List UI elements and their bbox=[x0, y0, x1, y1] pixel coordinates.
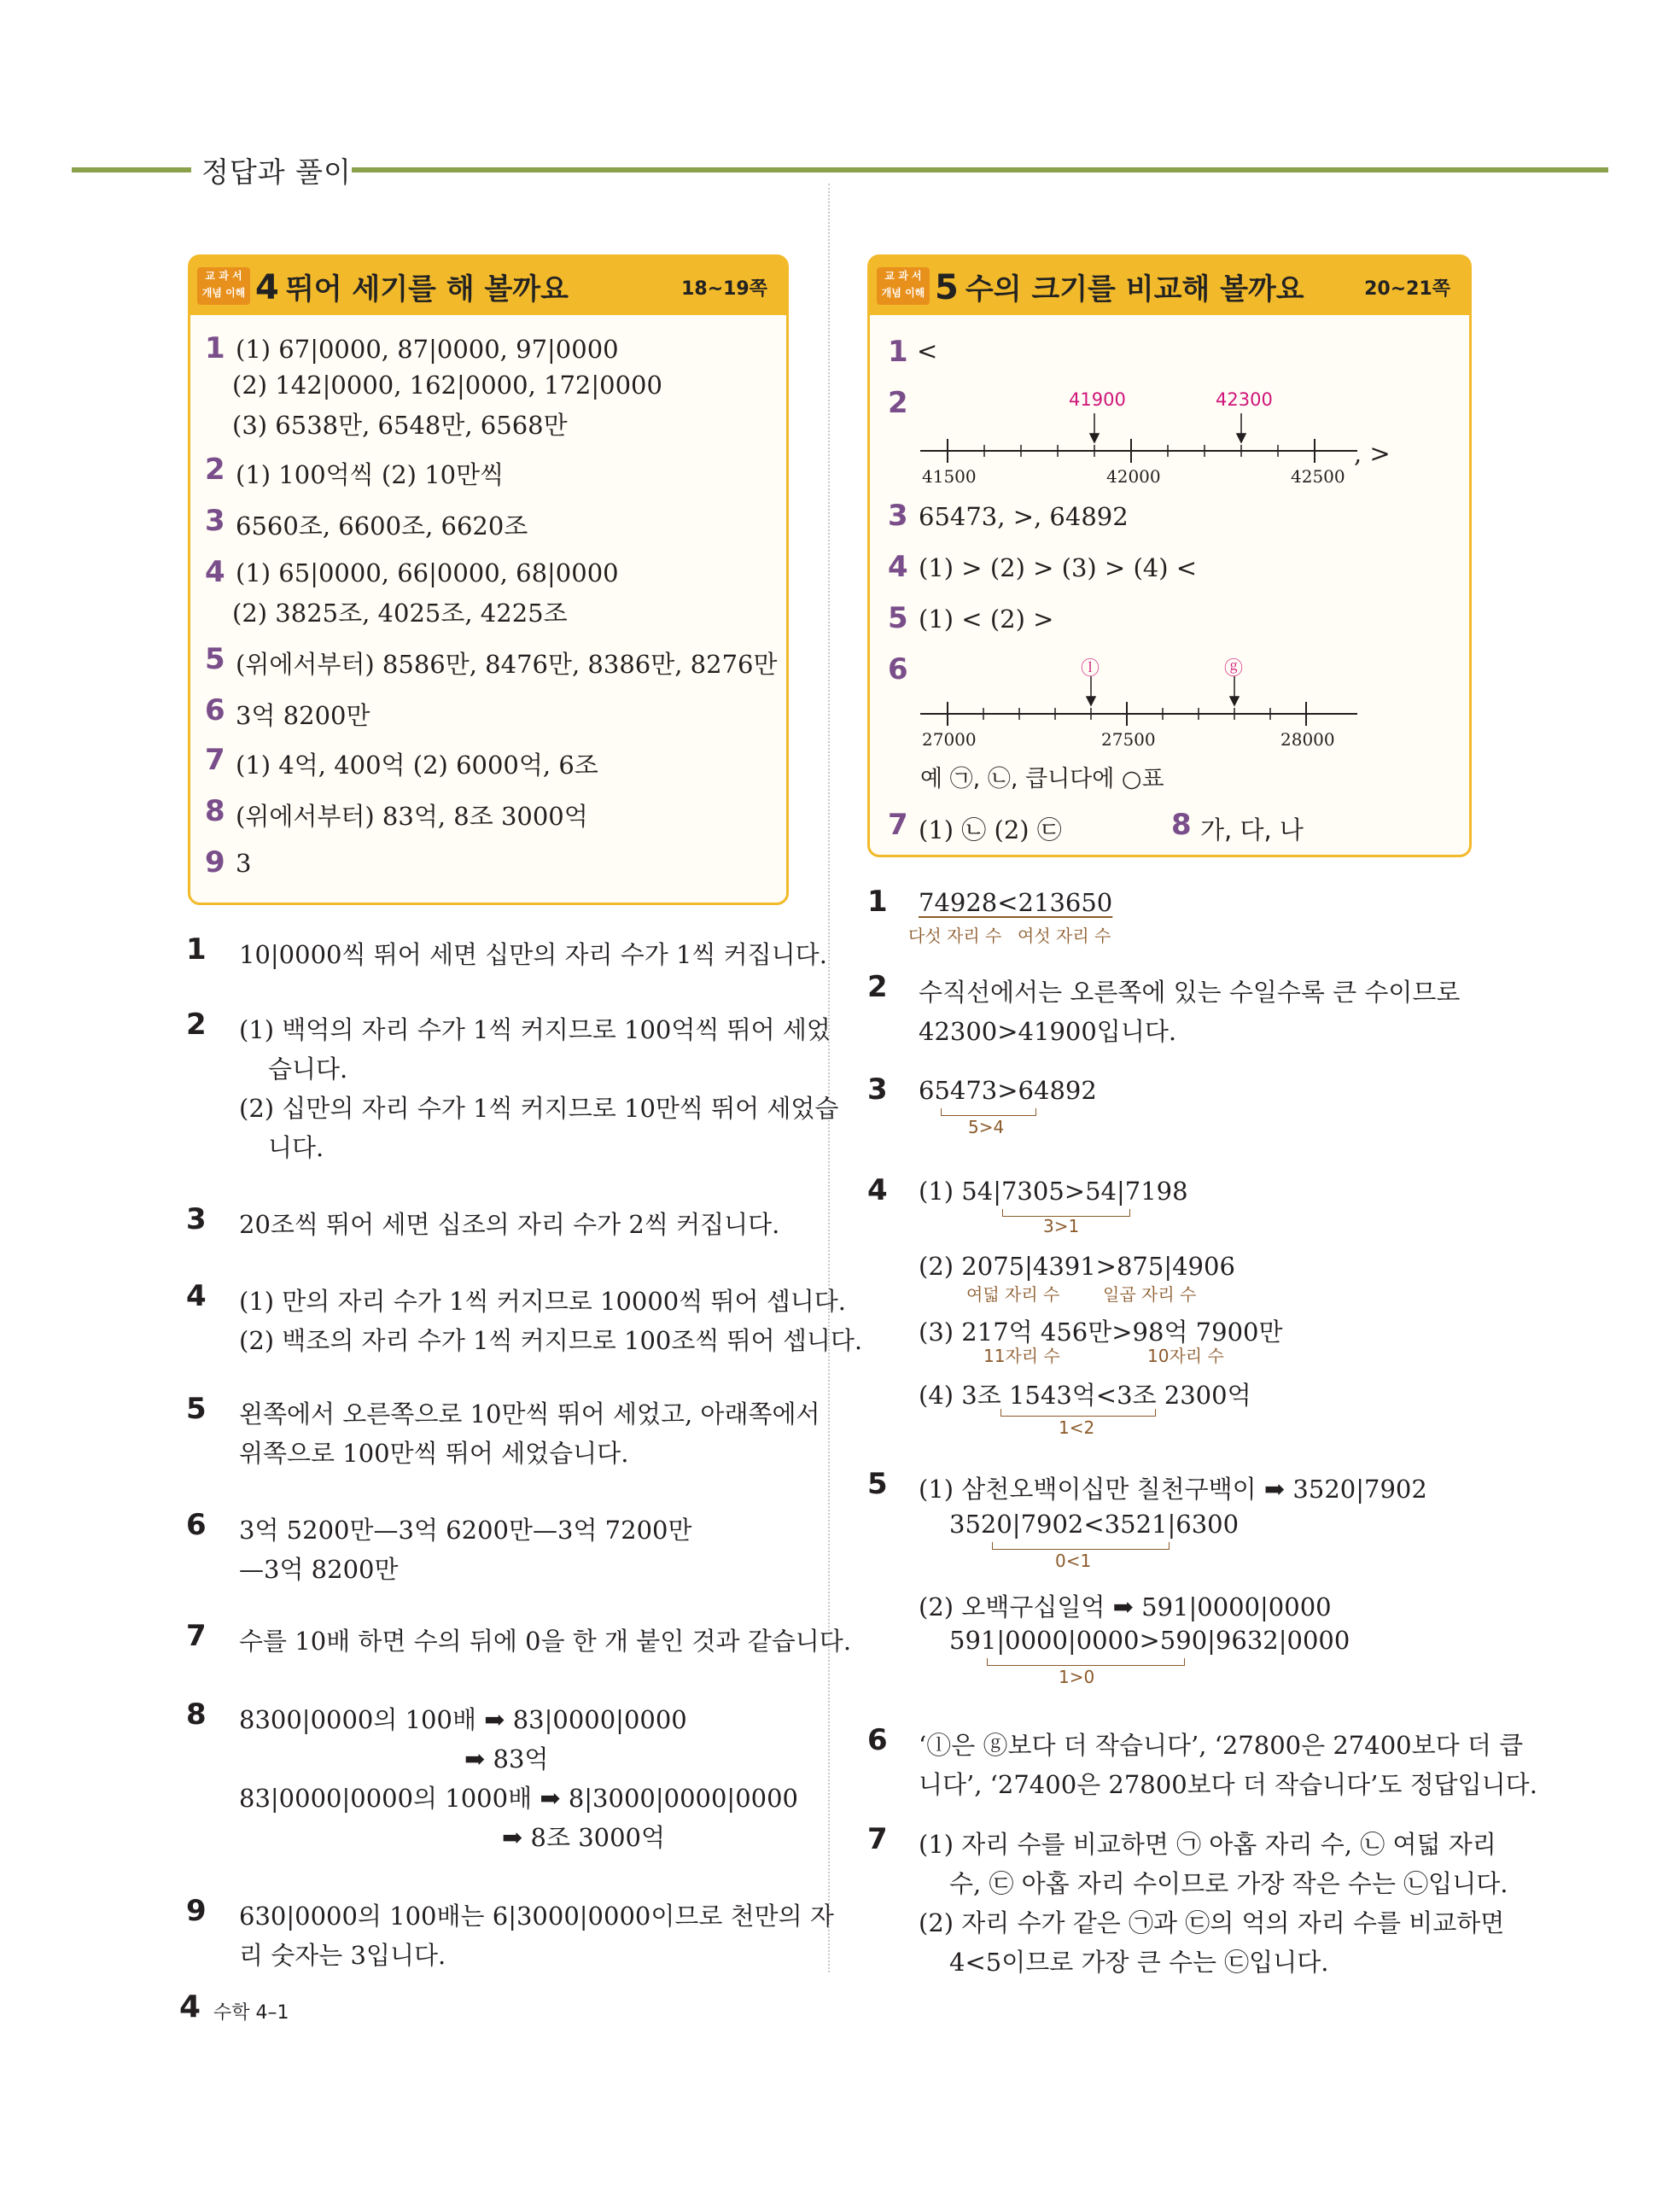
sol4-b-note2: 일곱 자리 수 bbox=[1103, 1284, 1197, 1305]
q6-mark-a: ⓛ bbox=[1081, 658, 1100, 680]
sol-num: 3 bbox=[867, 1072, 888, 1107]
book-title: 수학 4–1 bbox=[213, 2002, 289, 2024]
box-header bbox=[190, 257, 786, 315]
box4-answer-line: (1) 65|0000, 66|0000, 68|0000 bbox=[236, 558, 619, 587]
q2-mark-b: 42300 bbox=[1216, 389, 1273, 410]
sol7-line-1: (1) 자리 수를 비교하면 ㉠ 아홉 자리 수, ㉡ 여덟 자리 bbox=[919, 1830, 1496, 1859]
sol4-d: (4) 3조 1543억<3조 2300억 bbox=[919, 1381, 1251, 1410]
sol-num: 1 bbox=[867, 885, 888, 919]
sol4-c-note1: 11자리 수 bbox=[983, 1346, 1060, 1366]
q2-tick-c: 42500 bbox=[1291, 466, 1345, 487]
sol2-line-2: 42300>41900입니다. bbox=[919, 1017, 1177, 1046]
sol-num: 9 bbox=[186, 1894, 207, 1928]
sol4-a-note: 3>1 bbox=[1043, 1216, 1080, 1236]
sol5-b1: (2) 오백구십일억 ➡ 591|0000|0000 bbox=[919, 1592, 1332, 1621]
solution-line: 83|0000|0000의 1000배 ➡ 8|3000|0000|0000 bbox=[239, 1784, 799, 1813]
solution-line: 8300|0000의 100배 ➡ 83|0000|0000 bbox=[239, 1705, 687, 1734]
sol-num: 1 bbox=[186, 932, 207, 967]
q5-answer: (1) < (2) > bbox=[919, 605, 1054, 634]
solution-line: 20조씩 뛰어 세면 십조의 자리 수가 2씩 커집니다. bbox=[239, 1210, 780, 1239]
box4-answer-line: (1) 67|0000, 87|0000, 97|0000 bbox=[236, 335, 619, 364]
q6-mark-b: ⓖ bbox=[1224, 658, 1244, 680]
q6-tick-a: 27000 bbox=[922, 729, 977, 750]
sol4-d-bracket bbox=[1000, 1409, 1156, 1417]
header-rule-right bbox=[352, 167, 1608, 172]
box-header bbox=[870, 257, 1469, 315]
sol1-note-a: 다섯 자리 수 bbox=[908, 926, 1002, 946]
solution-line: (1) 만의 자리 수가 1씩 커지므로 10000씩 뛰어 셉니다. bbox=[239, 1287, 846, 1316]
box4-answer-line: 6560조, 6600조, 6620조 bbox=[236, 511, 528, 540]
box4-answer-line: (위에서부터) 8586만, 8476만, 8386만, 8276만 bbox=[236, 650, 778, 679]
solution-line: 위쪽으로 100만씩 뛰어 세었습니다. bbox=[239, 1439, 629, 1468]
sol-num: 7 bbox=[186, 1619, 207, 1653]
q-num-4: 4 bbox=[888, 550, 908, 584]
sol1-expr: 74928<213650 bbox=[919, 888, 1113, 917]
sol3-expr: 65473>64892 bbox=[919, 1076, 1097, 1105]
sol-num: 5 bbox=[867, 1467, 888, 1501]
q3-answer: 65473, >, 64892 bbox=[919, 502, 1129, 531]
concept-badge: 교 과 서 개념 이해 bbox=[197, 267, 250, 305]
q-num-4: 4 bbox=[205, 555, 225, 589]
solution-line: 3억 5200만—3억 6200만—3억 7200만 bbox=[239, 1516, 692, 1545]
solution-line: 왼쪽에서 오른쪽으로 10만씩 뛰어 세었고, 아래쪽에서 bbox=[239, 1399, 820, 1429]
q-num-1: 1 bbox=[205, 331, 225, 365]
box4-answer-line: (3) 6538만, 6548만, 6568만 bbox=[232, 411, 568, 440]
box4-answer-line: (2) 3825조, 4025조, 4225조 bbox=[232, 599, 568, 628]
solution-line: ➡ 8조 3000억 bbox=[502, 1823, 666, 1852]
q-num-8: 8 bbox=[1171, 808, 1192, 842]
sol-num: 3 bbox=[186, 1202, 207, 1236]
box-pages: 18~19쪽 bbox=[681, 278, 767, 300]
q8-answer: 가, 다, 나 bbox=[1200, 815, 1304, 844]
box-title: 4 뛰어 세기를 해 볼까요 bbox=[255, 268, 569, 307]
sol-num: 6 bbox=[867, 1723, 888, 1757]
q-num-1: 1 bbox=[888, 335, 908, 369]
box4-answer-line: (1) 100억씩 (2) 10만씩 bbox=[236, 460, 505, 489]
page-number: 4 bbox=[179, 1989, 201, 2024]
sol1-note-b: 여섯 자리 수 bbox=[1018, 926, 1111, 946]
box4-answer-line: 3 bbox=[236, 849, 252, 878]
solution-line: 10|0000씩 뛰어 세면 십만의 자리 수가 1씩 커집니다. bbox=[239, 940, 827, 969]
box4-answer-line: 3억 8200만 bbox=[236, 701, 370, 730]
sol5-a-note: 0<1 bbox=[1055, 1551, 1092, 1571]
solution-line: ➡ 83억 bbox=[464, 1744, 549, 1773]
box-pages: 20~21쪽 bbox=[1364, 278, 1450, 300]
q-num-9: 9 bbox=[205, 845, 225, 879]
sol5-b2: 591|0000|0000>590|9632|0000 bbox=[949, 1626, 1350, 1655]
sol7-line-3: (2) 자리 수가 같은 ㉠과 ㉢의 억의 자리 수를 비교하면 bbox=[919, 1908, 1505, 1937]
solution-line: 수를 10배 하면 수의 뒤에 0을 한 개 붙인 것과 같습니다. bbox=[239, 1627, 852, 1656]
box-title: 5 수의 크기를 비교해 볼까요 bbox=[935, 268, 1304, 307]
q2-tick-b: 42000 bbox=[1106, 466, 1161, 487]
solution-line: 630|0000의 100배는 6|3000|0000이므로 천만의 자 bbox=[239, 1902, 834, 1931]
sol4-c: (3) 217억 456만>98억 7900만 bbox=[919, 1318, 1283, 1347]
sol4-a: (1) 54|7305>54|7198 bbox=[919, 1177, 1188, 1206]
solution-line: 습니다. bbox=[268, 1055, 348, 1084]
sol4-b-note1: 여덟 자리 수 bbox=[966, 1284, 1060, 1305]
q-num-8: 8 bbox=[205, 794, 225, 828]
q-num-2: 2 bbox=[205, 453, 225, 487]
sol-num: 2 bbox=[867, 970, 888, 1004]
sol4-b: (2) 2075|4391>875|4906 bbox=[919, 1252, 1235, 1281]
solution-line: (1) 백억의 자리 수가 1씩 커지므로 100억씩 뛰어 세었 bbox=[239, 1015, 831, 1044]
solution-line: 니다. bbox=[268, 1133, 324, 1162]
q-num-7: 7 bbox=[205, 743, 225, 777]
q4-answer: (1) > (2) > (3) > (4) < bbox=[919, 553, 1198, 582]
sol6-line-2: 니다’, ‘27400은 27800보다 더 작습니다’도 정답입니다. bbox=[919, 1770, 1537, 1799]
sol4-d-note: 1<2 bbox=[1059, 1417, 1095, 1438]
solution-line: (2) 백조의 자리 수가 1씩 커지므로 100조씩 뛰어 셉니다. bbox=[239, 1326, 863, 1355]
q6-tick-c: 28000 bbox=[1280, 729, 1335, 750]
sol2-line-1: 수직선에서는 오른쪽에 있는 수일수록 큰 수이므로 bbox=[919, 978, 1461, 1007]
sol-num: 5 bbox=[186, 1392, 207, 1426]
sol-num: 6 bbox=[186, 1508, 207, 1542]
sol-num: 2 bbox=[186, 1008, 207, 1042]
box4-answer-line: (1) 4억, 400억 (2) 6000억, 6조 bbox=[236, 751, 598, 780]
q-num-6: 6 bbox=[205, 693, 225, 727]
q-num-5: 5 bbox=[205, 642, 225, 676]
sol-num: 7 bbox=[867, 1822, 888, 1856]
solution-line: (2) 십만의 자리 수가 1씩 커지므로 10만씩 뛰어 세었습 bbox=[239, 1094, 839, 1123]
sol5-a2: 3520|7902<3521|6300 bbox=[949, 1510, 1240, 1539]
solution-line: —3억 8200만 bbox=[239, 1555, 399, 1584]
sol7-line-4: 4<5이므로 가장 큰 수는 ㉢입니다. bbox=[949, 1948, 1329, 1977]
q6-answer: 예 ㉠, ㉡, 큽니다에 ○표 bbox=[920, 766, 1164, 792]
q-num-3: 3 bbox=[205, 504, 225, 538]
concept-badge: 교 과 서 개념 이해 bbox=[877, 267, 930, 305]
header-rule-left bbox=[72, 167, 191, 172]
sol6-line-1: ‘ⓛ은 ⓖ보다 더 작습니다’, ‘27800은 27400보다 더 큽 bbox=[919, 1731, 1524, 1760]
sol4-c-note2: 10자리 수 bbox=[1147, 1346, 1224, 1366]
q-num-6: 6 bbox=[888, 652, 908, 687]
sol5-b-bracket bbox=[987, 1658, 1185, 1666]
sol3-bracket bbox=[941, 1108, 1036, 1116]
q-num-7: 7 bbox=[888, 808, 908, 842]
q6-tick-b: 27500 bbox=[1101, 729, 1156, 750]
box4-answer-line: (위에서부터) 83억, 8조 3000억 bbox=[236, 802, 588, 831]
page-title: 정답과 풀이 bbox=[201, 155, 352, 189]
box4-answer-line: (2) 142|0000, 162|0000, 172|0000 bbox=[232, 371, 662, 400]
q7-answer: (1) ㉡ (2) ㉢ bbox=[919, 815, 1062, 844]
sol-num: 4 bbox=[186, 1279, 207, 1313]
column-divider bbox=[828, 184, 830, 1972]
sol5-a1: (1) 삼천오백이십만 칠천구백이 ➡ 3520|7902 bbox=[919, 1475, 1427, 1504]
q-num-3: 3 bbox=[888, 499, 908, 533]
q2-mark-a: 41900 bbox=[1069, 389, 1126, 410]
sol5-b-note: 1>0 bbox=[1059, 1667, 1095, 1687]
q2-answer: , > bbox=[1354, 439, 1391, 468]
q-num-2: 2 bbox=[888, 386, 908, 420]
sol-num: 8 bbox=[186, 1697, 207, 1732]
sol5-a-bracket bbox=[992, 1542, 1170, 1550]
solution-line: 리 숫자는 3입니다. bbox=[239, 1941, 446, 1970]
sol3-note: 5>4 bbox=[968, 1117, 1005, 1137]
q2-tick-a: 41500 bbox=[922, 466, 977, 487]
q1-answer: < bbox=[917, 336, 938, 365]
sol-num: 4 bbox=[867, 1173, 888, 1207]
sol7-line-2: 수, ㉢ 아홉 자리 수이므로 가장 작은 수는 ㉡입니다. bbox=[949, 1869, 1508, 1898]
q-num-5: 5 bbox=[888, 601, 908, 635]
